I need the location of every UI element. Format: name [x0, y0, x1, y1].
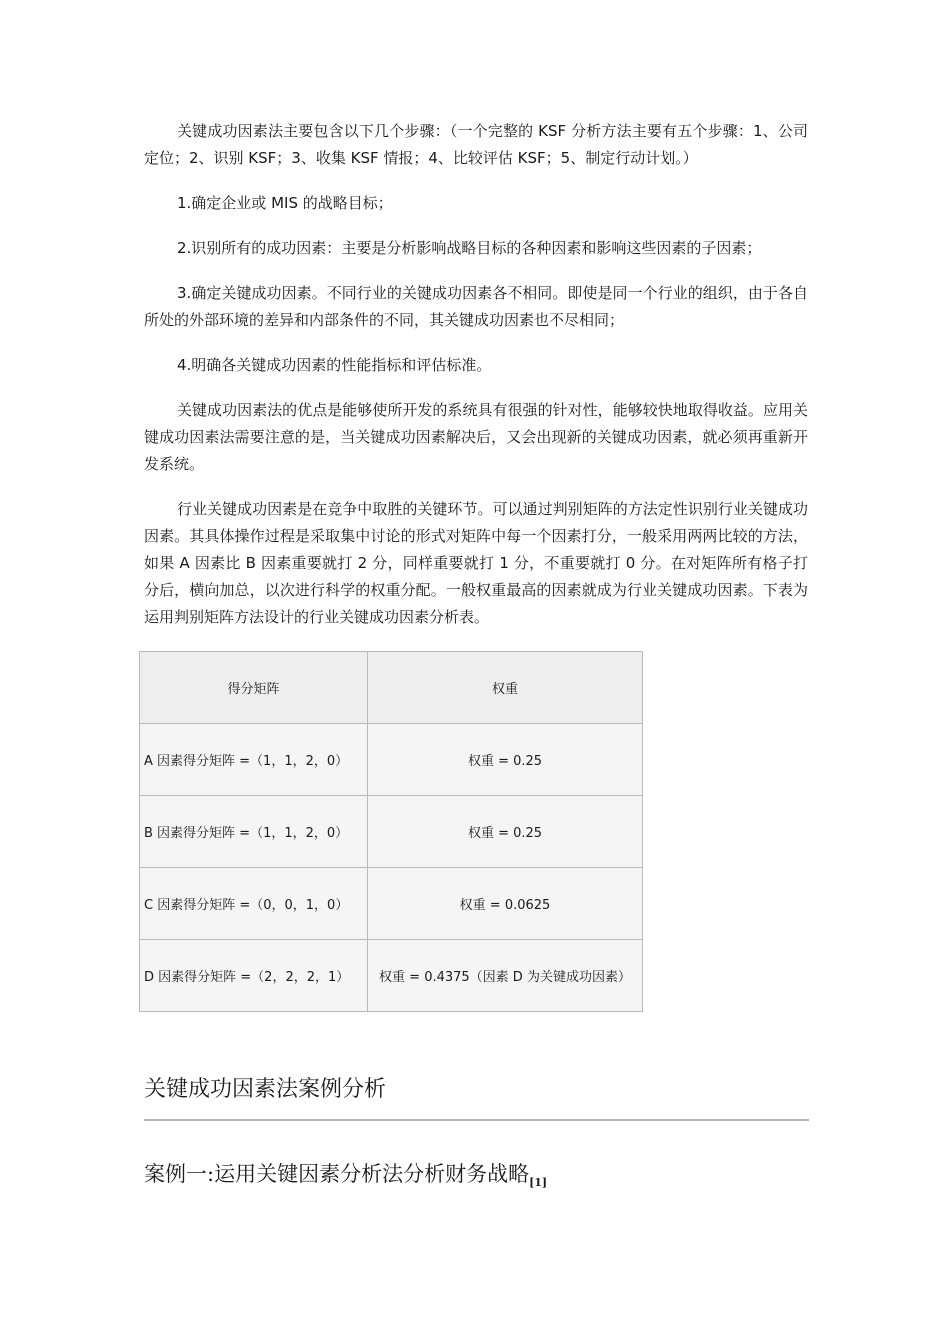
advantages-paragraph: 关键成功因素法的优点是能够使所开发的系统具有很强的针对性，能够较快地取得收益。应用关键成功因素法需要注意的是，当关键成功因素解决后，又会出现新的关键成功因素，就必须再重新开发系统。	[144, 401, 808, 473]
case-heading-text: 案例一:运用关键因素分析法分析财务战略	[144, 1162, 530, 1186]
score-matrix-cell: D 因素得分矩阵 =（2，2，2，1）	[140, 940, 368, 1012]
citation-link[interactable]: [1]	[529, 1176, 548, 1189]
industry-ksf-paragraph: 行业关键成功因素是在竞争中取胜的关键环节。可以通过判别矩阵的方法定性识别行业关键成功因素。其具体操作过程是采取集中讨论的形式对矩阵中每一个因素打分，一般采用两两比较的方法，如果 A 因素比 B 因素重要就打 2 分，同样重要就打 1 分，不重要就打 0 分。在对矩阵所有格子打分后，横向加总，以次进行科学的权重分配。一般权重最高的因素就成为行业关键成功因素。下表为运用判别矩阵方法设计的行业关键成功因素分析表。	[144, 500, 808, 626]
score-matrix-cell: A 因素得分矩阵 =（1，1，2，0）	[140, 724, 368, 796]
body-text	[144, 118, 808, 631]
weight-cell: 权重 = 0.4375（因素 D 为关键成功因素）	[368, 940, 643, 1012]
score-matrix-cell: B 因素得分矩阵 =（1，1，2，0）	[140, 796, 368, 868]
table-row	[140, 868, 643, 940]
step-3: 3.确定关键成功因素。不同行业的关键成功因素各不相同。即使是同一个行业的组织，由于各自所处的外部环境的差异和内部条件的不同，其关键成功因素也不尽相同；	[144, 284, 808, 329]
weight-cell: 权重 = 0.25	[368, 724, 643, 796]
step-1: 1.确定企业或 MIS 的战略目标；	[177, 194, 393, 212]
weight-cell: 权重 = 0.0625	[368, 868, 643, 940]
table-row	[140, 940, 643, 1012]
weight-cell: 权重 = 0.25	[368, 796, 643, 868]
section-heading: 关键成功因素法案例分析	[144, 1072, 809, 1121]
table-row	[140, 796, 643, 868]
table-row	[140, 724, 643, 796]
table-header-row	[140, 652, 643, 724]
header-weight: 权重	[368, 652, 643, 724]
score-matrix-cell: C 因素得分矩阵 =（0，0，1，0）	[140, 868, 368, 940]
step-4: 4.明确各关键成功因素的性能指标和评估标准。	[177, 356, 492, 374]
header-score-matrix: 得分矩阵	[140, 652, 368, 724]
intro-paragraph: 关键成功因素法主要包含以下几个步骤：（一个完整的 KSF 分析方法主要有五个步骤：1、公司定位；2、识别 KSF；3、收集 KSF 情报；4、比较评估 KSF；5、制定行动计划。）	[144, 122, 808, 167]
case-heading	[144, 1158, 547, 1189]
ksf-matrix-table	[139, 651, 643, 1012]
step-2: 2.识别所有的成功因素：主要是分析影响战略目标的各种因素和影响这些因素的子因素；	[177, 239, 762, 257]
